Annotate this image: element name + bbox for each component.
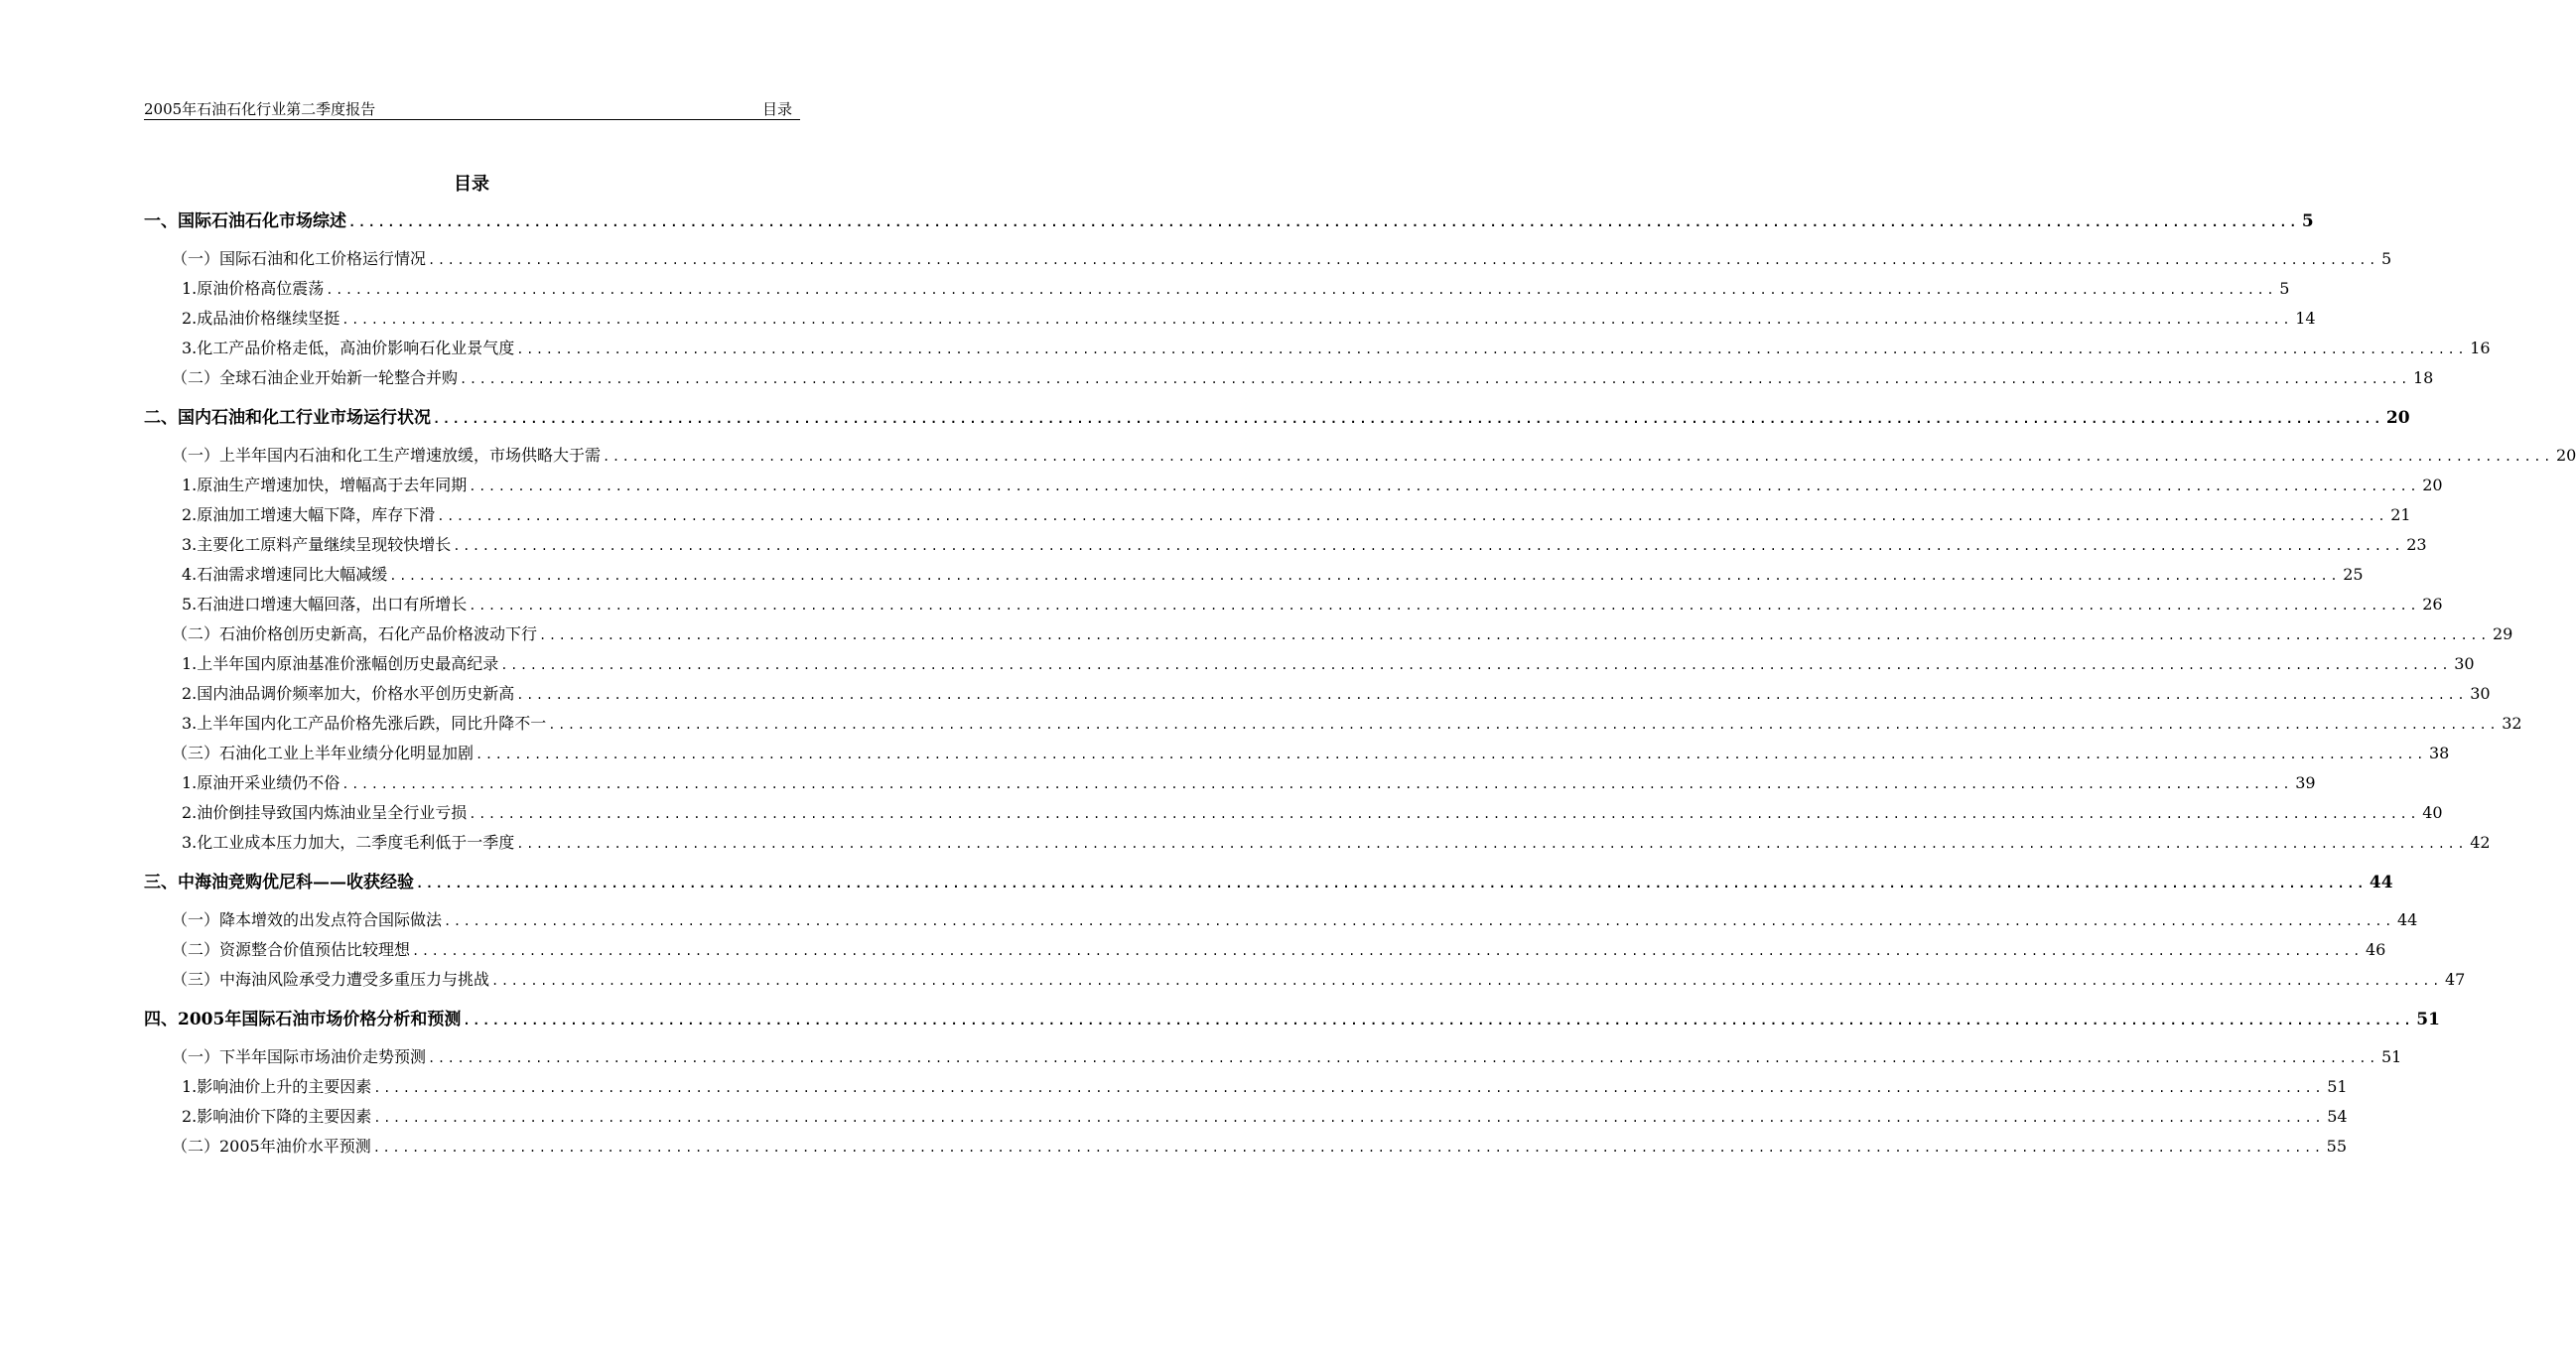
toc-dot-leader: ........................................................................................................................................................................................................ xyxy=(516,688,2468,702)
toc-entry[interactable] xyxy=(144,244,2392,274)
toc-entry-title: 3.主要化工原料产量继续呈现较快增长 xyxy=(182,535,452,554)
toc-entry-page-number: 32 xyxy=(2502,714,2522,733)
toc-entry-page-number: 18 xyxy=(2412,368,2434,387)
toc-dot-leader: ........................................................................................................................................................................................................ xyxy=(603,450,2553,464)
toc-entry[interactable] xyxy=(144,530,2427,560)
header-section-name: 目录 xyxy=(761,100,792,118)
table-of-contents xyxy=(144,206,2576,1162)
toc-dot-leader: ........................................................................................................................................................................................................ xyxy=(437,509,2388,523)
toc-entry-title: 1.上半年国内原油基准价涨幅创历史最高纪录 xyxy=(182,654,499,673)
toc-entry-title: （二）全球石油企业开始新一轮整合并购 xyxy=(172,368,459,387)
toc-entry[interactable] xyxy=(144,1005,2440,1034)
toc-entry[interactable] xyxy=(144,828,2491,858)
toc-entry-title: 5.石油进口增速大幅回落，出口有所增长 xyxy=(182,595,468,614)
toc-entry-title: （二）资源整合价值预估比较理想 xyxy=(172,940,411,959)
toc-entry-page-number: 55 xyxy=(2326,1137,2348,1156)
toc-dot-leader: ........................................................................................................................................................................................................ xyxy=(341,777,2293,791)
toc-entry-page-number: 51 xyxy=(2327,1077,2348,1096)
toc-dot-leader: ........................................................................................................................................................................................................ xyxy=(348,215,2299,229)
toc-entry[interactable] xyxy=(144,649,2475,679)
toc-dot-leader: ........................................................................................................................................................................................................ xyxy=(428,253,2378,267)
toc-entry-page-number: 30 xyxy=(2454,654,2475,673)
toc-entry-page-number: 38 xyxy=(2428,744,2450,762)
toc-dot-leader: ........................................................................................................................................................................................................ xyxy=(373,1081,2325,1095)
toc-entry-page-number: 23 xyxy=(2406,535,2427,554)
toc-entry-page-number: 16 xyxy=(2470,339,2491,357)
toc-entry[interactable] xyxy=(144,868,2393,897)
toc-entry-title: 3.化工业成本压力加大，二季度毛利低于一季度 xyxy=(182,833,515,852)
toc-entry[interactable] xyxy=(144,274,2290,304)
toc-dot-leader: ........................................................................................................................................................................................................ xyxy=(341,313,2293,327)
toc-title: 目录 xyxy=(454,174,489,195)
toc-entry[interactable] xyxy=(144,905,2418,935)
toc-entry[interactable] xyxy=(144,798,2443,828)
toc-entry[interactable] xyxy=(144,334,2491,363)
toc-entry[interactable] xyxy=(144,560,2364,590)
toc-entry-page-number: 20 xyxy=(2555,446,2576,465)
toc-entry[interactable] xyxy=(144,363,2434,393)
toc-entry-title: （一）上半年国内石油和化工生产增速放缓，市场供略大于需 xyxy=(172,446,602,465)
toc-entry-title: 3.化工产品价格走低，高油价影响石化业景气度 xyxy=(182,339,515,357)
header-report-title: 2005年石油石化行业第二季度报告 xyxy=(144,100,376,118)
toc-entry-title: 2.影响油价下降的主要因素 xyxy=(182,1107,372,1126)
toc-entry-title: （二）2005年油价水平预测 xyxy=(172,1137,371,1156)
toc-entry[interactable] xyxy=(144,709,2522,739)
toc-dot-leader: ........................................................................................................................................................................................................ xyxy=(469,599,2420,613)
toc-entry-page-number: 5 xyxy=(2301,211,2314,231)
toc-entry-page-number: 20 xyxy=(2422,476,2443,494)
toc-entry-title: 2.成品油价格继续坚挺 xyxy=(182,309,340,328)
toc-entry[interactable] xyxy=(144,1102,2348,1132)
toc-entry[interactable] xyxy=(144,679,2491,709)
toc-entry-page-number: 51 xyxy=(2416,1010,2440,1029)
toc-entry-title: 2.国内油品调价频率加大，价格水平创历史新高 xyxy=(182,684,515,703)
toc-dot-leader: ........................................................................................................................................................................................................ xyxy=(539,628,2490,642)
toc-entry-page-number: 21 xyxy=(2390,505,2411,524)
toc-dot-leader: ........................................................................................................................................................................................................ xyxy=(469,479,2420,493)
toc-entry-title: 1.原油价格高位震荡 xyxy=(182,279,325,298)
toc-entry-page-number: 29 xyxy=(2492,624,2513,643)
toc-entry-page-number: 30 xyxy=(2470,684,2491,703)
toc-dot-leader: ........................................................................................................................................................................................................ xyxy=(326,283,2277,297)
page-header xyxy=(144,97,800,120)
toc-dot-leader: ........................................................................................................................................................................................................ xyxy=(463,1014,2414,1027)
toc-entry-title: 1.影响油价上升的主要因素 xyxy=(182,1077,372,1096)
toc-entry-title: 二、国内石油和化工行业市场运行状况 xyxy=(144,408,431,428)
toc-entry-page-number: 25 xyxy=(2343,565,2364,584)
toc-dot-leader: ........................................................................................................................................................................................................ xyxy=(460,372,2410,386)
toc-entry-page-number: 42 xyxy=(2470,833,2491,852)
toc-dot-leader: ........................................................................................................................................................................................................ xyxy=(444,914,2394,928)
toc-entry-page-number: 5 xyxy=(2279,279,2290,298)
toc-entry[interactable] xyxy=(144,403,2410,433)
toc-dot-leader: ........................................................................................................................................................................................................ xyxy=(416,877,2367,890)
toc-entry-title: 3.上半年国内化工产品价格先涨后跌，同比升降不一 xyxy=(182,714,547,733)
toc-entry-page-number: 26 xyxy=(2422,595,2443,614)
toc-entry[interactable] xyxy=(144,739,2450,768)
toc-dot-leader: ........................................................................................................................................................................................................ xyxy=(548,718,2500,732)
toc-entry-title: （一）降本增效的出发点符合国际做法 xyxy=(172,910,443,929)
toc-entry[interactable] xyxy=(144,935,2386,965)
toc-dot-leader: ........................................................................................................................................................................................................ xyxy=(372,1141,2324,1155)
toc-entry-page-number: 39 xyxy=(2295,773,2316,792)
toc-entry-page-number: 5 xyxy=(2380,249,2392,268)
toc-entry-title: （二）石油价格创历史新高，石化产品价格波动下行 xyxy=(172,624,538,643)
toc-dot-leader: ........................................................................................................................................................................................................ xyxy=(389,569,2341,583)
toc-dot-leader: ........................................................................................................................................................................................................ xyxy=(491,974,2442,988)
toc-dot-leader: ........................................................................................................................................................................................................ xyxy=(428,1051,2378,1065)
toc-entry[interactable] xyxy=(144,590,2443,619)
toc-dot-leader: ........................................................................................................................................................................................................ xyxy=(516,342,2468,356)
toc-entry-page-number: 14 xyxy=(2295,309,2316,328)
toc-entry-title: 1.原油开采业绩仍不俗 xyxy=(182,773,340,792)
toc-entry-page-number: 44 xyxy=(2396,910,2418,929)
toc-entry[interactable] xyxy=(144,500,2411,530)
toc-entry-page-number: 54 xyxy=(2327,1107,2348,1126)
toc-entry[interactable] xyxy=(144,619,2513,649)
toc-entry[interactable] xyxy=(144,1042,2402,1072)
toc-entry-title: 三、中海油竞购优尼科——收获经验 xyxy=(144,873,414,892)
toc-dot-leader: ........................................................................................................................................................................................................ xyxy=(373,1111,2325,1125)
toc-entry-title: （三）中海油风险承受力遭受多重压力与挑战 xyxy=(172,970,490,989)
toc-dot-leader: ........................................................................................................................................................................................................ xyxy=(469,807,2420,821)
toc-entry-title: 2.油价倒挂导致国内炼油业呈全行业亏损 xyxy=(182,803,468,822)
toc-entry-page-number: 44 xyxy=(2369,873,2393,892)
toc-dot-leader: ........................................................................................................................................................................................................ xyxy=(500,658,2452,672)
toc-entry-title: （三）石油化工业上半年业绩分化明显加剧 xyxy=(172,744,475,762)
toc-entry[interactable] xyxy=(144,441,2576,471)
toc-entry[interactable] xyxy=(144,1132,2348,1162)
toc-entry[interactable] xyxy=(144,304,2316,334)
toc-dot-leader: ........................................................................................................................................................................................................ xyxy=(475,748,2426,761)
toc-entry-title: 4.石油需求增速同比大幅减缓 xyxy=(182,565,388,584)
toc-entry-title: 2.原油加工增速大幅下降，库存下滑 xyxy=(182,505,436,524)
toc-entry-title: （一）下半年国际市场油价走势预测 xyxy=(172,1047,427,1066)
toc-entry-title: 1.原油生产增速加快，增幅高于去年同期 xyxy=(182,476,468,494)
toc-entry[interactable] xyxy=(144,965,2466,995)
toc-entry-page-number: 20 xyxy=(2385,408,2410,428)
toc-entry[interactable] xyxy=(144,471,2443,500)
toc-dot-leader: ........................................................................................................................................................................................................ xyxy=(433,412,2383,426)
toc-entry[interactable] xyxy=(144,1072,2348,1102)
toc-entry-page-number: 51 xyxy=(2380,1047,2402,1066)
toc-entry-title: （一）国际石油和化工价格运行情况 xyxy=(172,249,427,268)
toc-entry-page-number: 40 xyxy=(2422,803,2443,822)
toc-entry-page-number: 46 xyxy=(2365,940,2386,959)
toc-dot-leader: ........................................................................................................................................................................................................ xyxy=(453,539,2404,553)
toc-entry-title: 一、国际石油石化市场综述 xyxy=(144,211,346,231)
toc-entry[interactable] xyxy=(144,206,2314,236)
toc-entry[interactable] xyxy=(144,768,2316,798)
toc-entry-title: 四、2005年国际石油市场价格分析和预测 xyxy=(144,1010,462,1029)
toc-dot-leader: ........................................................................................................................................................................................................ xyxy=(516,837,2468,851)
toc-entry-page-number: 47 xyxy=(2444,970,2466,989)
toc-dot-leader: ........................................................................................................................................................................................................ xyxy=(412,944,2363,958)
